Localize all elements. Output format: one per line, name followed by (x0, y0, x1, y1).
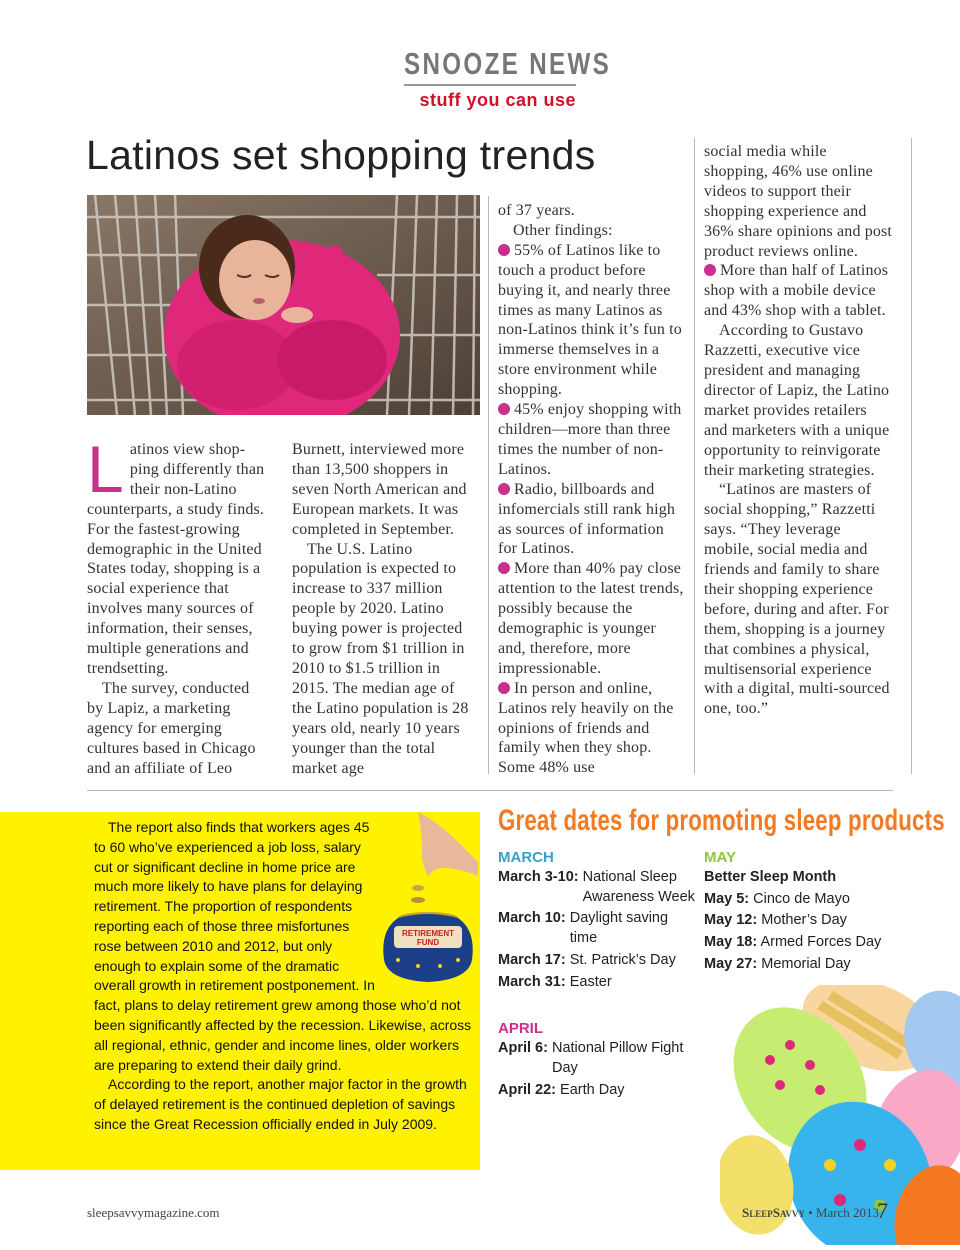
date-entry: May 18: Armed Forces Day (704, 934, 882, 951)
date-entry: April 6: National Pillow Fight Day (498, 1040, 684, 1076)
may-dates (704, 868, 904, 975)
dates-column-left (498, 849, 698, 1102)
sidebar-paragraph: The report also finds that workers ages 45 to 60 who’ve experienced a job loss, salary cut or significant decline in home price are much more likely to have plans for delaying retirement. The proportion of respondents reporting each of those three misfortunes rose between 2010 and 2012, but only enough to explain some of the dramatic overall growth in retirement postponement. In fact, plans to delay retirement grew among those who’d not been significantly affected by the recession. Likewise, across all regional, ethnic, gender and income lines, older workers are preparing to extend their daily grind. (94, 819, 472, 1073)
sidebar-paragraph: According to the report, another major factor in the growth of delayed retirement is the continued depletion of savings since the Great Recession officially ended in July 2009. (94, 1076, 467, 1132)
finding-item: In person and online, Latinos rely heavily on the opinions of friends and family when they shop. Some 48% use (498, 679, 674, 777)
findings-lead: Other findings: (513, 221, 613, 239)
section-title: SNOOZE NEWS (404, 46, 612, 81)
finding-item: 45% enjoy shopping with children—more than three times the number of non-Latinos. (498, 401, 682, 478)
footer-url: sleepsavvymagazine.com (87, 1205, 220, 1220)
finding-item: 55% of Latinos like to touch a product before buying it, and nearly three times as many Latinos as non-Latinos think it’s fun to immerse themselves in a store environment while shopping. (498, 241, 682, 399)
article-intro (87, 432, 265, 679)
bullet-icon (498, 562, 510, 574)
section-divider (87, 790, 893, 791)
footer-issue: • March 2013 (808, 1205, 880, 1220)
march-dates (498, 868, 698, 992)
article-paragraph: social media while shopping, 46% use online videos to support their shopping experience and 36% share opinions and post product reviews online. (704, 143, 893, 260)
girl-in-cart-image (87, 195, 480, 415)
bullet-icon (498, 244, 510, 256)
date-entry: March 3-10: National Sleep Awareness Week (498, 869, 695, 905)
column-divider (488, 196, 489, 774)
article-quote: “Latinos are masters of social shopping,” Razzetti says. “They leverage mobile, social media and friends and family to share their shopping experience before, during and after. For them, shopping is a journey that combines a physical, multisensorial experience with a digital, multi-sourced one, too.” (704, 481, 890, 718)
brand-sleep: Sleep (742, 1205, 773, 1220)
article-paragraph: atinos view shop-ping differently than their non-Latino counterparts, a study finds. For the fastest-growing demographic in the United States today, shopping is a social experience that involves many sources of information, their senses, multiple generations and trendsetting. (87, 441, 265, 677)
date-entry: March 10: Daylight saving time (498, 910, 669, 947)
date-entry: April 22: Earth Day (498, 1081, 625, 1098)
month-heading-april: APRIL (498, 1020, 543, 1038)
bullet-icon (704, 264, 716, 276)
article-photo (87, 195, 480, 415)
finding-item: More than half of Latinos shop with a mobile device and 43% shop with a tablet. (704, 262, 889, 320)
bullet-icon (498, 682, 510, 694)
section-subtitle: stuff you can use (419, 90, 576, 110)
dates-title: Great dates for promoting sleep products (498, 804, 945, 837)
article-column-1 (87, 432, 265, 778)
article-column-2 (292, 440, 478, 778)
dates-column-right (704, 849, 904, 977)
column-divider (911, 138, 912, 774)
svg-text:RETIREMENT: RETIREMENT (402, 929, 454, 938)
svg-text:FUND: FUND (416, 938, 440, 947)
article-column-4 (704, 142, 894, 719)
article-column-3 (498, 201, 686, 778)
section-kicker (404, 46, 612, 111)
article-paragraph: of 37 years. (498, 202, 575, 219)
month-heading-march: MARCH (498, 849, 554, 866)
dropcap: L (87, 432, 124, 506)
april-dates (498, 1039, 698, 1100)
article-headline: Latinos set shopping trends (86, 132, 596, 178)
retirement-jar-image (378, 810, 478, 988)
article-paragraph: The U.S. Latino population is expected to increase to 337 million people by 2020. Latino buying power is projected to grow from $1 trillion in 2010 to $1.5 trillion in 2015. The median age of the Latino population is 28 years old, nearly 10 years younger than the total market age (292, 540, 469, 777)
footer-brand (742, 1205, 879, 1221)
finding-item: Radio, billboards and infomercials still rank high as sources of information for Latinos. (498, 480, 676, 558)
kicker-rule (404, 84, 576, 86)
column-divider (694, 138, 695, 774)
date-entry: May 5: Cinco de Mayo (704, 890, 850, 907)
finding-item: More than 40% pay close attention to the latest trends, possibly because the demographic is younger and, therefore, more impressionable. (498, 560, 684, 677)
page-number: 7 (877, 1198, 888, 1223)
brand-savvy: Savvy (772, 1205, 805, 1220)
article-paragraph: The survey, conducted by Lapiz, a marketing agency for emerging cultures based in Chicago and an affiliate of Leo (87, 679, 256, 777)
article-paragraph: According to Gustavo Razzetti, executive vice president and managing director of Lapiz, the Latino market provides retailers and marketers with a unique opportunity to reinvigorate their marketing strategies. (704, 322, 890, 479)
date-entry: May 12: Mother’s Day (704, 912, 847, 929)
may-lead: Better Sleep Month (704, 869, 837, 885)
coin-jar-illustration (378, 810, 478, 988)
bullet-icon (498, 403, 510, 415)
bullet-icon (498, 483, 510, 495)
date-entry: March 17: St. Patrick’s Day (498, 951, 676, 968)
date-entry: March 31: Easter (498, 973, 612, 990)
article-paragraph: Burnett, interviewed more than 13,500 shoppers in seven North American and European markets. It was completed in September. (292, 441, 467, 538)
month-heading-may: MAY (704, 849, 736, 866)
date-entry: May 27: Memorial Day (704, 955, 851, 972)
